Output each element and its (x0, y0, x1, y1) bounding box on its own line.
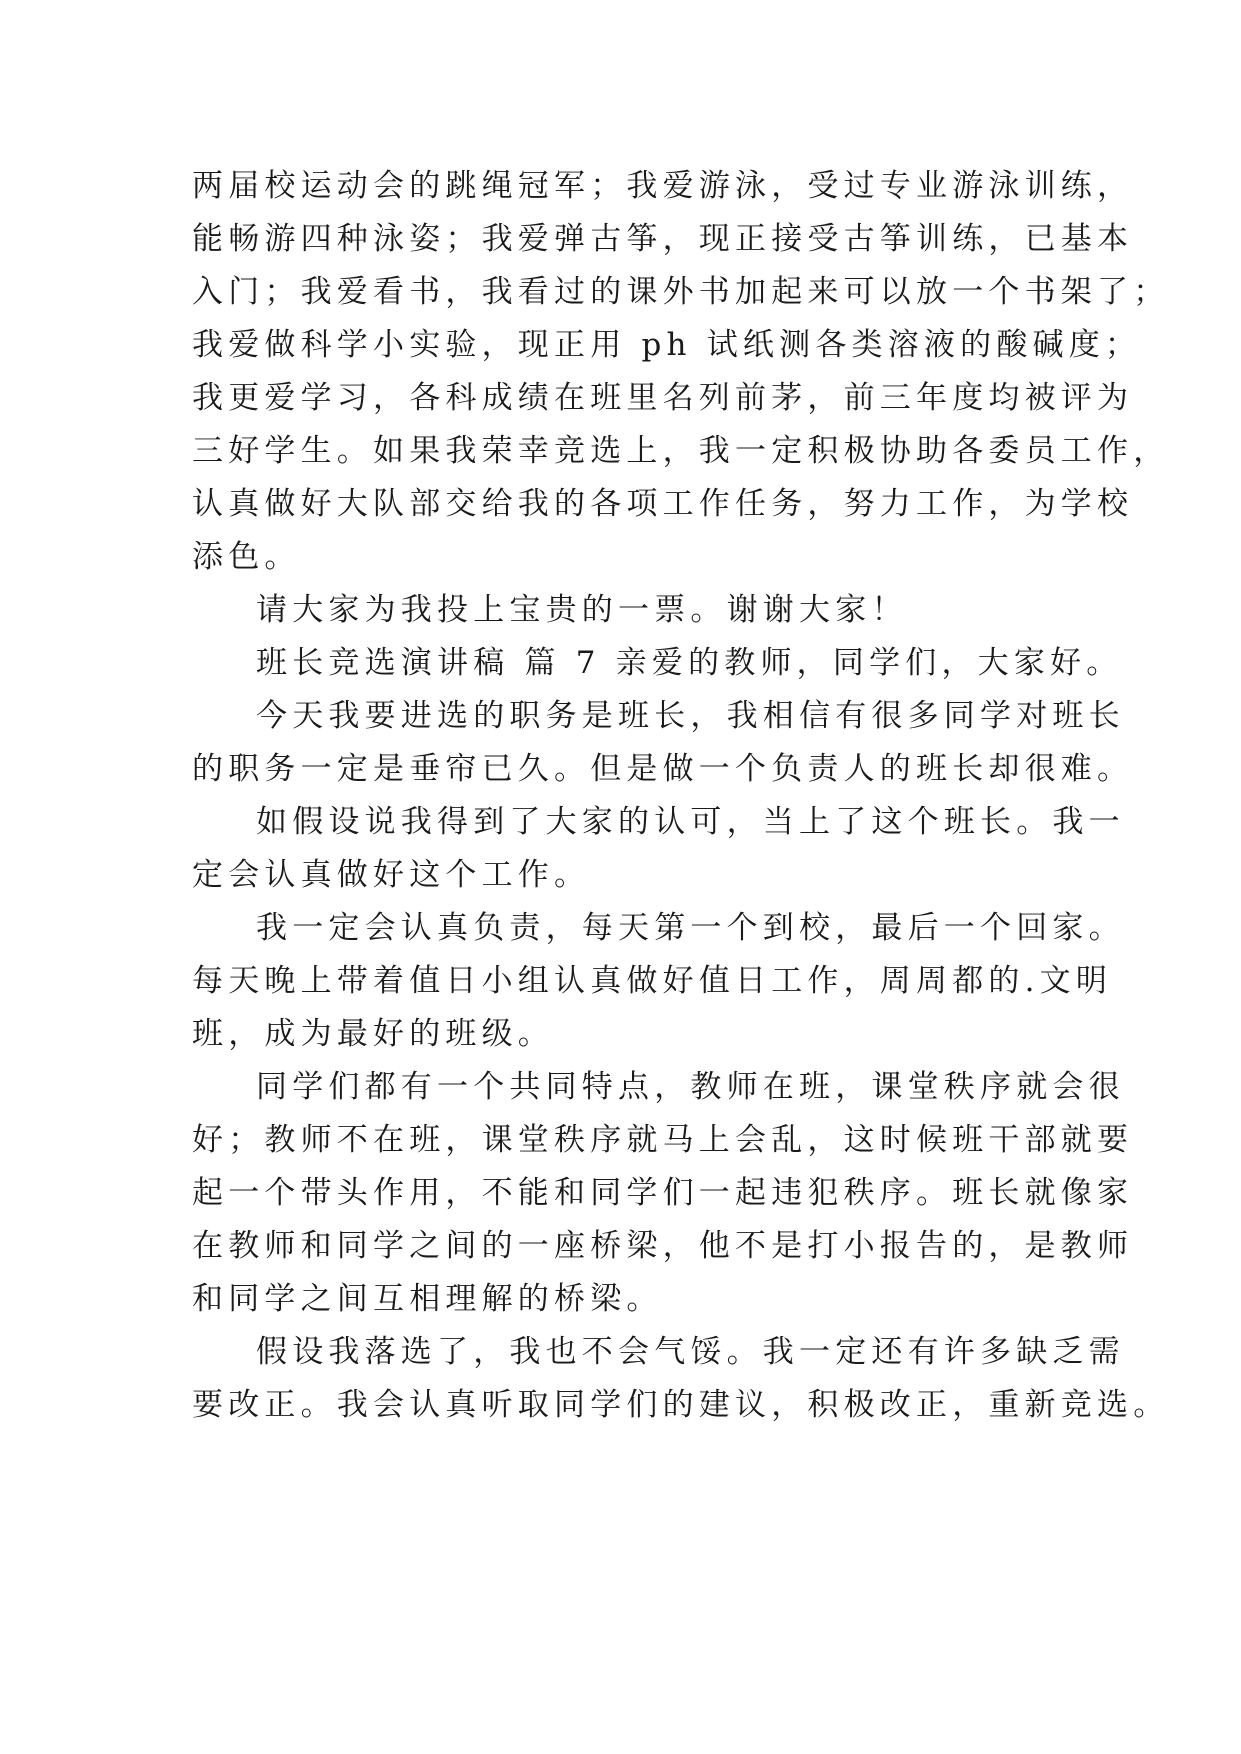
section-heading-line: 班长竞选演讲稿 篇 7 亲爱的教师，同学们，大家好。 (256, 645, 1123, 681)
text-line: 认真做好大队部交给我的各项工作任务，努力工作，为学校 (192, 486, 1134, 522)
text-line: 三好学生。如果我荣幸竞选上，我一定积极协助各委员工作， (192, 433, 1170, 469)
text-line: 入门；我爱看书，我看过的课外书加起来可以放一个书架了； (192, 274, 1170, 310)
text-line: 今天我要进选的职务是班长，我相信有很多同学对班长 (256, 698, 1125, 734)
text-line: 能畅游四种泳姿；我爱弹古筝，现正接受古筝训练，已基本 (192, 221, 1134, 257)
text-line: 我更爱学习，各科成绩在班里名列前茅，前三年度均被评为 (192, 380, 1134, 416)
document-body (192, 160, 1170, 1432)
text-line: 两届校运动会的跳绳冠军；我爱游泳，受过专业游泳训练， (192, 168, 1134, 204)
text-line: 每天晚上带着值日小组认真做好值日工作，周周都的.文明 (192, 963, 1113, 999)
text-line: 定会认真做好这个工作。 (192, 857, 591, 893)
text-line: 起一个带头作用，不能和同学们一起违犯秩序。班长就像家 (192, 1175, 1134, 1211)
text-line: 班，成为最好的班级。 (192, 1016, 554, 1052)
text-line: 和同学之间互相理解的桥梁。 (192, 1281, 663, 1317)
text-line: 要改正。我会认真听取同学们的建议，积极改正，重新竞选。 (192, 1387, 1170, 1423)
text-line: 添色。 (192, 539, 301, 575)
text-line: 同学们都有一个共同特点，教师在班，课堂秩序就会很 (256, 1069, 1125, 1105)
text-line: 请大家为我投上宝贵的一票。谢谢大家！ (256, 592, 908, 628)
text-line: 我爱做科学小实验，现正用 ph 试纸测各类溶液的酸碱度； (192, 327, 1142, 363)
text-line: 的职务一定是垂帘已久。但是做一个负责人的班长却很难。 (192, 751, 1134, 787)
text-line: 在教师和同学之间的一座桥梁，他不是打小报告的，是教师 (192, 1228, 1134, 1264)
text-line: 我一定会认真负责，每天第一个到校，最后一个回家。 (256, 910, 1125, 946)
text-line: 假设我落选了，我也不会气馁。我一定还有许多缺乏需 (256, 1334, 1125, 1370)
text-line: 好；教师不在班，课堂秩序就马上会乱，这时候班干部就要 (192, 1122, 1134, 1158)
text-line: 如假设说我得到了大家的认可，当上了这个班长。我一 (256, 804, 1125, 840)
